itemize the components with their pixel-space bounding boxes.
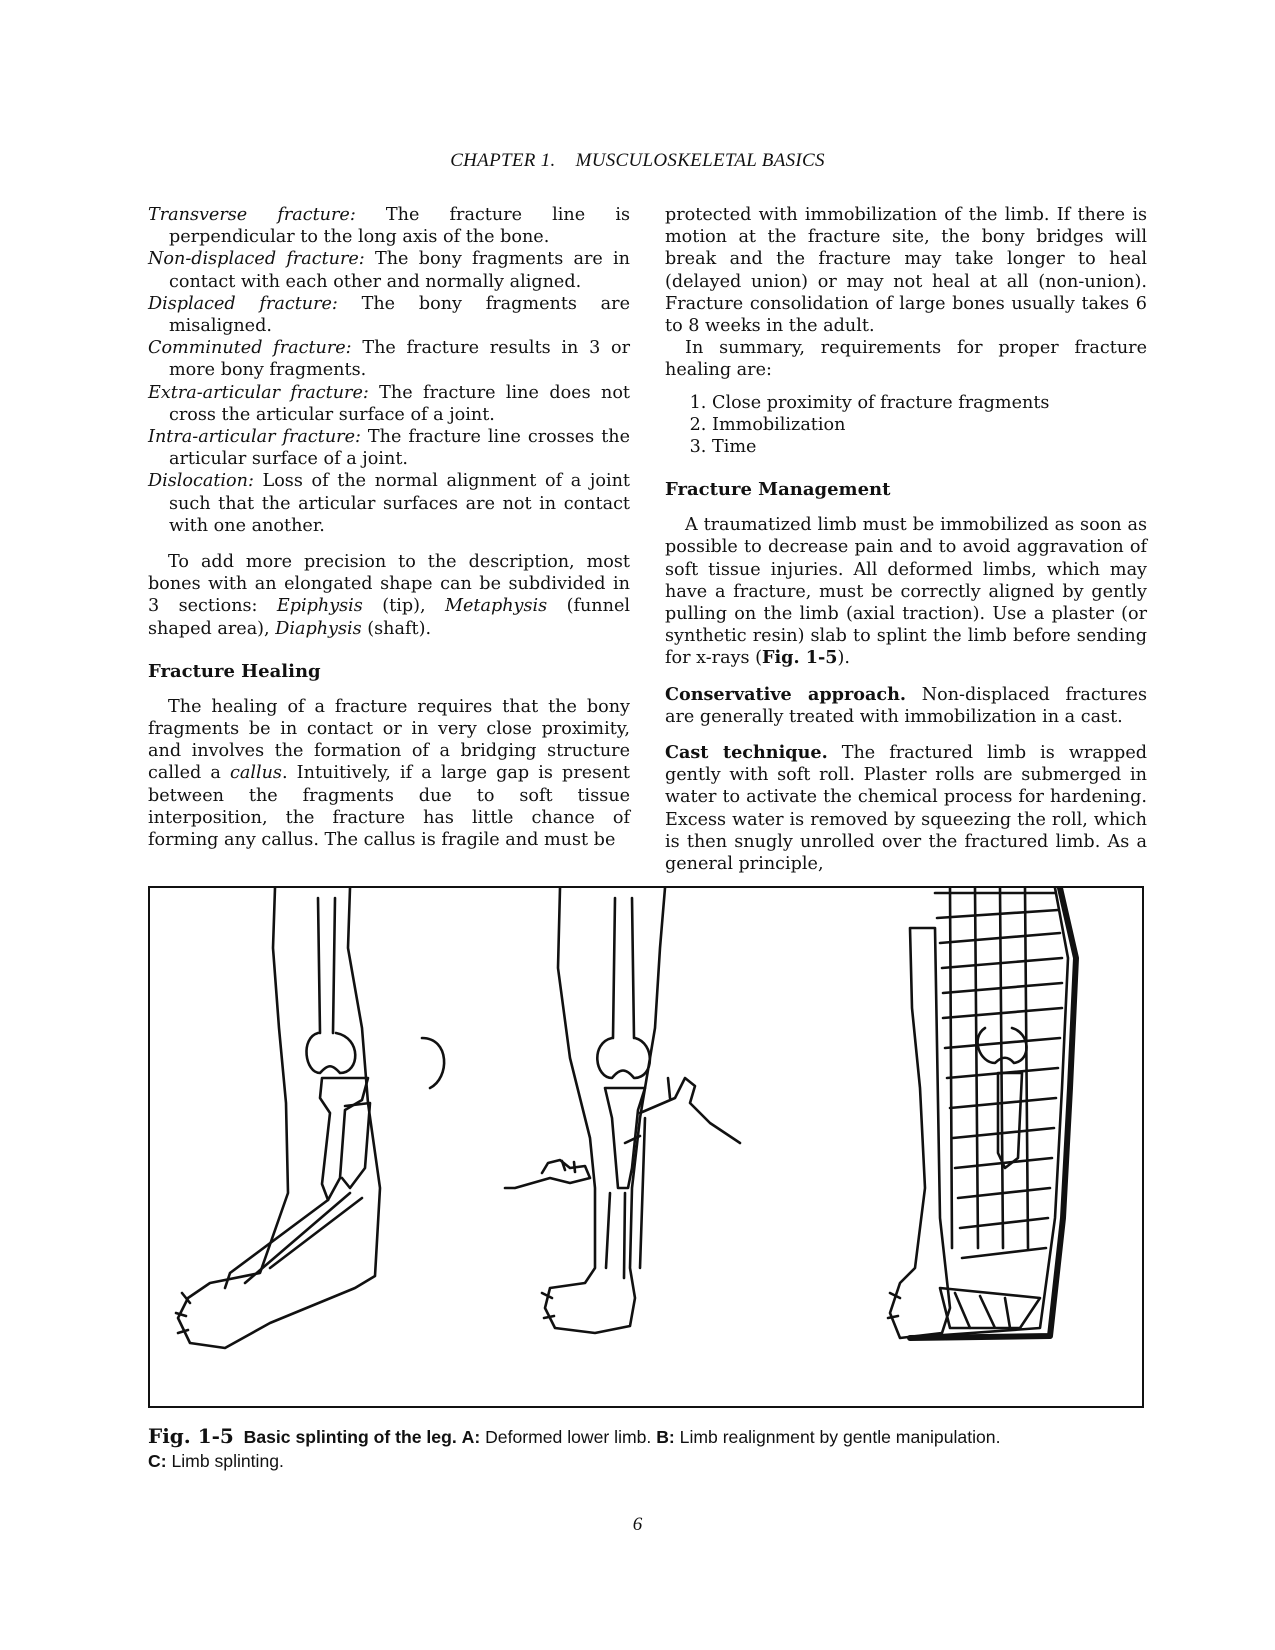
precision-paragraph: To add more precision to the description, most bones with an elongated shape can be subdivided in 3 sections: Epiphysis (tip), Metaphysis (funnel shaped area), Diaphysis (shaft). xyxy=(148,552,630,639)
chapter-title: MUSCULOSKELETAL BASICS xyxy=(575,150,825,171)
list-item: 3. Time xyxy=(712,436,1147,458)
panel-c-splint xyxy=(888,888,1076,1338)
conservative-paragraph: Conservative approach. Non-displaced fractures are generally treated with immobilization in a cast. xyxy=(665,683,1147,727)
leg-splinting-illustration xyxy=(150,888,1142,1406)
right-column xyxy=(665,204,1147,875)
definition-dislocation: Dislocation: Loss of the normal alignment of a joint such that the articular surfaces are not in contact with one another. xyxy=(148,471,630,536)
definition-extra-articular: Extra-articular fracture: The fracture line does not cross the articular surface of a joint. xyxy=(148,382,630,425)
figure-reference: Fig. 1-5 xyxy=(762,647,838,669)
definition-displaced: Displaced fracture: The bony fragments are misaligned. xyxy=(148,293,630,337)
requirements-list xyxy=(665,392,1147,459)
panel-b-realignment xyxy=(505,888,740,1333)
summary-paragraph: In summary, requirements for proper fracture healing are: xyxy=(665,338,1147,381)
panel-a-deformed-limb xyxy=(176,888,444,1348)
figure-caption: Fig. 1-5 Basic splinting of the leg. A: Deformed lower limb. B: Limb realignment by gentle manipulation. C: Limb splinting. xyxy=(148,1424,1001,1471)
running-header xyxy=(0,150,1275,172)
figure-frame xyxy=(148,886,1144,1408)
page-number: 6 xyxy=(632,1514,643,1535)
fracture-healing-heading: Fracture Healing xyxy=(148,660,321,682)
definition-non-displaced: Non-displaced fracture: The bony fragments are in contact with each other and normally aligned. xyxy=(148,249,630,292)
list-item: 2. Immobilization xyxy=(712,414,1147,436)
cast-paragraph: Cast technique. The fractured limb is wrapped gently with soft roll. Plaster rolls are submerged in water to activate the chemical process for hardening. Excess water is removed by squeezing the roll, which is then snugly unrolled over the fractured limb. As a general principle, xyxy=(665,742,1147,875)
chapter-label: CHAPTER 1. xyxy=(450,150,556,171)
continued-paragraph: protected with immobilization of the limb. If there is motion at the fracture site, the bony bridges will break and the fracture may take longer to heal (delayed union) or may not heal at all (non-union). Fracture consolidation of large bones usually takes 6 to 8 weeks in the adult. xyxy=(665,205,1147,337)
figure-number: Fig. 1-5 xyxy=(148,1424,234,1448)
definition-transverse: Transverse fracture: The fracture line is perpendicular to the long axis of the bone. xyxy=(148,205,630,248)
figure-title: Basic splinting of the leg. xyxy=(243,1427,457,1447)
definition-comminuted: Comminuted fracture: The fracture results in 3 or more bony fragments. xyxy=(148,338,630,381)
fracture-management-heading: Fracture Management xyxy=(665,479,891,501)
management-paragraph: A traumatized limb must be immobilized as soon as possible to decrease pain and to avoid aggravation of soft tissue injuries. All deformed limbs, which may have a fracture, must be correctly aligned by gently pulling on the limb (axial traction). Use a plaster (or synthetic resin) slab to splint the limb before sending for x-rays (Fig. 1-5). xyxy=(665,515,1147,669)
list-item: 1. Close proximity of fracture fragments xyxy=(712,392,1147,414)
healing-paragraph: The healing of a fracture requires that the bony fragments be in contact or in very close proximity, and involves the formation of a bridging structure called a callus. Intuitively, if a large gap is present between the fragments due to soft tissue interposition, the fracture has little chance of forming any callus. The callus is fragile and must be xyxy=(148,696,630,851)
left-column xyxy=(148,204,630,851)
definition-intra-articular: Intra-articular fracture: The fracture line crosses the articular surface of a joint. xyxy=(148,427,631,470)
